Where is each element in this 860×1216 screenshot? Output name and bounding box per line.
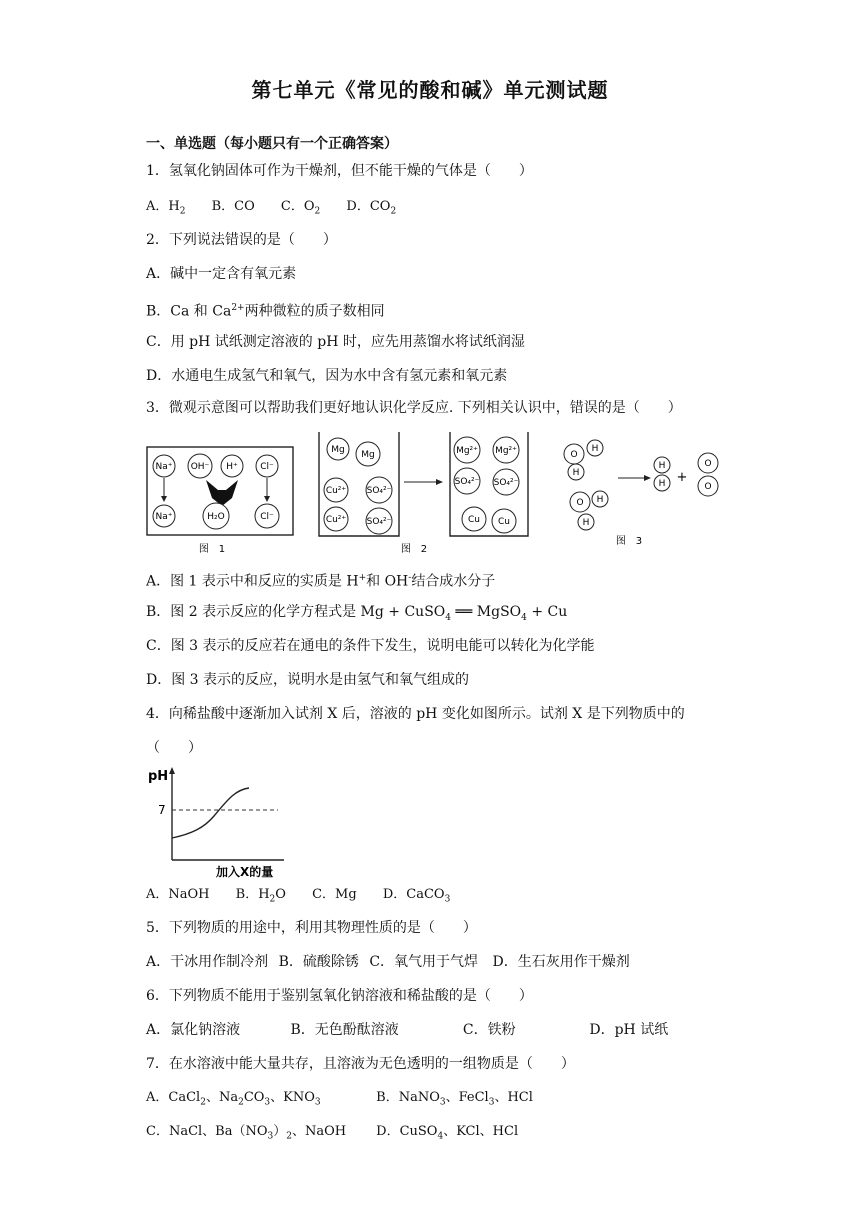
option-b: B．$H_2O$ [235, 887, 286, 905]
option-a: A．干冰用作制冷剂 [146, 954, 269, 970]
fig2-particle: Mg²⁺ [456, 446, 478, 456]
chart-tick-7: 7 [158, 803, 166, 817]
figure-2-displacement [316, 430, 534, 558]
option-a: A．CaCl$_2$、$Na_2CO_3$、$KNO_3$ [146, 1090, 321, 1108]
question-7-options-ab [146, 1088, 533, 1113]
fig2-particle: Mg²⁺ [495, 446, 517, 456]
fig3-atom: H [658, 479, 666, 489]
option-b: B．NaNO$_3$、FeCl$_3$、HCl [376, 1090, 533, 1108]
fig3-atom: H [658, 461, 666, 471]
fig2-particle: SO₄²⁻ [493, 478, 519, 488]
option-c: C．铁粉 [462, 1022, 516, 1038]
option-c: C．$O_2$ [280, 199, 321, 217]
fig3-atom: O [576, 498, 584, 508]
option-c: C．NaCl、$Ba(NO_3)_2$、NaOH [146, 1124, 347, 1142]
fig3-atom: H [582, 518, 590, 528]
fig1-ion: Na⁺ [155, 462, 173, 472]
section-heading: 一、单选题（每小题只有一个正确答案） [146, 136, 398, 152]
fig3-atom: H [572, 468, 580, 478]
figure-1-caption: 图 1 [198, 544, 226, 555]
question-4-options [146, 885, 450, 910]
question-5-stem: 5．下列物质的用途中，利用其物理性质的是（ ） [146, 920, 477, 936]
question-6-options [146, 1020, 668, 1040]
fig3-atom: H [591, 444, 599, 454]
page-title: 第七单元《常见的酸和碱》单元测试题 [251, 78, 609, 102]
option-b: B．硫酸除锈 [278, 954, 359, 970]
option-b: B．CO [211, 199, 255, 214]
figure-3-caption: 图 3 [615, 536, 643, 547]
question-3-stem: 3．微观示意图可以帮助我们更好地认识化学反应. 下列相关认识中，错误的是（ ） [146, 400, 682, 416]
question-3-option-c: C．图 3 表示的反应若在通电的条件下发生，说明电能可以转化为化学能 [146, 638, 595, 654]
ph-curve [172, 788, 249, 838]
fig2-particle: SO₄²⁻ [366, 486, 392, 496]
question-4-answer-paren: （ ） [146, 740, 202, 756]
question-2-option-d: D．水通电生成氢气和氧气，因为水中含有氢元素和氧元素 [146, 368, 508, 384]
option-d: D．CaCO$_3$ [382, 887, 451, 905]
option-b: B．无色酚酞溶液 [290, 1022, 399, 1038]
fig3-atom: O [704, 459, 712, 469]
fig2-particle: SO₄²⁻ [366, 517, 392, 527]
question-6-stem: 6．下列物质不能用于鉴别氢氧化钠溶液和稀盐酸的是（ ） [146, 988, 533, 1004]
fig2-particle: Mg [361, 450, 375, 460]
fig2-particle: Cu²⁺ [325, 486, 347, 496]
fig1-molecule: H₂O [207, 512, 225, 522]
question-7-options-cd [146, 1122, 518, 1147]
fig3-atom: H [596, 495, 604, 505]
question-2-option-a: A．碱中一定含有氧元素 [146, 266, 297, 282]
fig1-ion: OH⁻ [190, 462, 210, 472]
figure-1-neutralization [146, 446, 296, 558]
figure-2-caption: 图 2 [400, 544, 428, 555]
option-a: A．$H_2$ [146, 199, 186, 217]
fig2-particle: Cu [468, 515, 480, 525]
chart-ylabel: pH [148, 769, 169, 784]
fig2-particle: SO₄²⁻ [454, 477, 480, 487]
fig1-ion: H⁺ [226, 462, 238, 472]
question-3-option-b: B．图 2 表示反应的化学方程式是 Mg + CuSO$_4$ ══ MgSO$_4$ + Cu [146, 604, 568, 623]
question-1-stem: 1．氢氧化钠固体可作为干燥剂，但不能干燥的气体是（ ） [146, 163, 533, 179]
option-a: A．NaOH [146, 887, 210, 902]
question-2-stem: 2．下列说法错误的是（ ） [146, 232, 337, 248]
question-1-options [146, 197, 396, 222]
question-7-stem: 7．在水溶液中能大量共存，且溶液为无色透明的一组物质是（ ） [146, 1056, 575, 1072]
fig1-ion: Cl⁻ [260, 512, 274, 522]
question-4-stem: 4．向稀盐酸中逐渐加入试剂 X 后，溶液的 pH 变化如图所示。试剂 X 是下列物质中的 [146, 706, 685, 722]
chart-xlabel: 加入X的量 [216, 865, 274, 879]
question-2-option-c: C．用 pH 试纸测定溶液的 pH 时，应先用蒸馏水将试纸润湿 [146, 334, 525, 350]
option-a: A．氯化钠溶液 [146, 1022, 241, 1038]
fig2-particle: Cu²⁺ [325, 515, 347, 525]
question-2-option-b: B．Ca 和 $Ca^{2+}$两种微粒的质子数相同 [146, 303, 385, 320]
ph-curve-chart [146, 764, 296, 882]
option-c: C．氧气用于气焊 [369, 954, 479, 970]
fig2-particle: Mg [331, 445, 345, 455]
fig3-plus: + [676, 470, 688, 485]
option-d: D．pH 试纸 [589, 1022, 669, 1038]
figure-3-electrolysis [556, 436, 732, 558]
option-d: D．$CO_2$ [346, 199, 397, 217]
option-d: D．CuSO$_4$、KCl、HCl [376, 1124, 519, 1142]
fig3-atom: O [704, 482, 712, 492]
option-c: C．Mg [312, 887, 357, 902]
question-3-option-d: D．图 3 表示的反应，说明水是由氢气和氧气组成的 [146, 672, 470, 688]
question-5-options [146, 952, 630, 972]
fig1-ion: Na⁺ [155, 512, 173, 522]
fig2-particle: Cu [498, 517, 510, 527]
fig1-ion: Cl⁻ [260, 462, 274, 472]
fig3-atom: O [570, 450, 578, 460]
question-3-option-a: A．图 1 表示中和反应的实质是 H+和 OH-结合成水分子 [146, 573, 496, 590]
option-d: D．生石灰用作干燥剂 [492, 954, 630, 970]
